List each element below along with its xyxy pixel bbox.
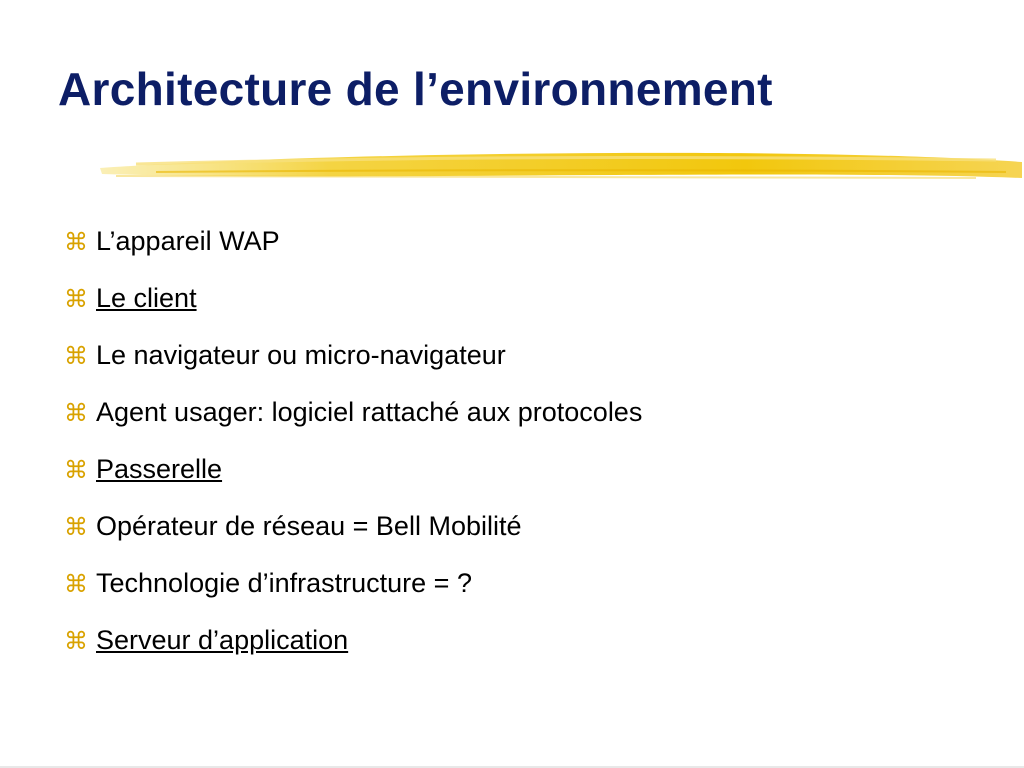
command-key-icon: ⌘ xyxy=(64,227,88,256)
list-item xyxy=(64,327,642,384)
bullet-link-passerelle[interactable]: Passerelle xyxy=(96,454,223,484)
list-item xyxy=(64,555,642,612)
command-key-icon: ⌘ xyxy=(64,569,88,598)
command-key-icon: ⌘ xyxy=(64,455,88,484)
bullet-text: Opérateur de réseau = Bell Mobilité xyxy=(96,511,522,541)
highlighter-stroke xyxy=(96,142,1024,192)
command-key-icon: ⌘ xyxy=(64,284,88,313)
list-item xyxy=(64,498,642,555)
bullet-link-serveur-application[interactable]: Serveur d’application xyxy=(96,625,349,655)
bullet-text: Le navigateur ou micro-navigateur xyxy=(96,340,506,370)
bullet-text: Technologie d’infrastructure = ? xyxy=(96,568,472,598)
command-key-icon: ⌘ xyxy=(64,512,88,541)
bullet-list xyxy=(64,213,642,669)
command-key-icon: ⌘ xyxy=(64,626,88,655)
list-item xyxy=(64,270,642,327)
bullet-link-le-client[interactable]: Le client xyxy=(96,283,197,313)
command-key-icon: ⌘ xyxy=(64,398,88,427)
list-item xyxy=(64,441,642,498)
list-item xyxy=(64,384,642,441)
list-item xyxy=(64,213,642,270)
command-key-icon: ⌘ xyxy=(64,341,88,370)
bullet-text: Agent usager: logiciel rattaché aux protocoles xyxy=(96,397,643,427)
slide-title: Architecture de l’environnement xyxy=(58,63,773,115)
list-item xyxy=(64,612,642,669)
bullet-text: L’appareil WAP xyxy=(96,226,280,256)
